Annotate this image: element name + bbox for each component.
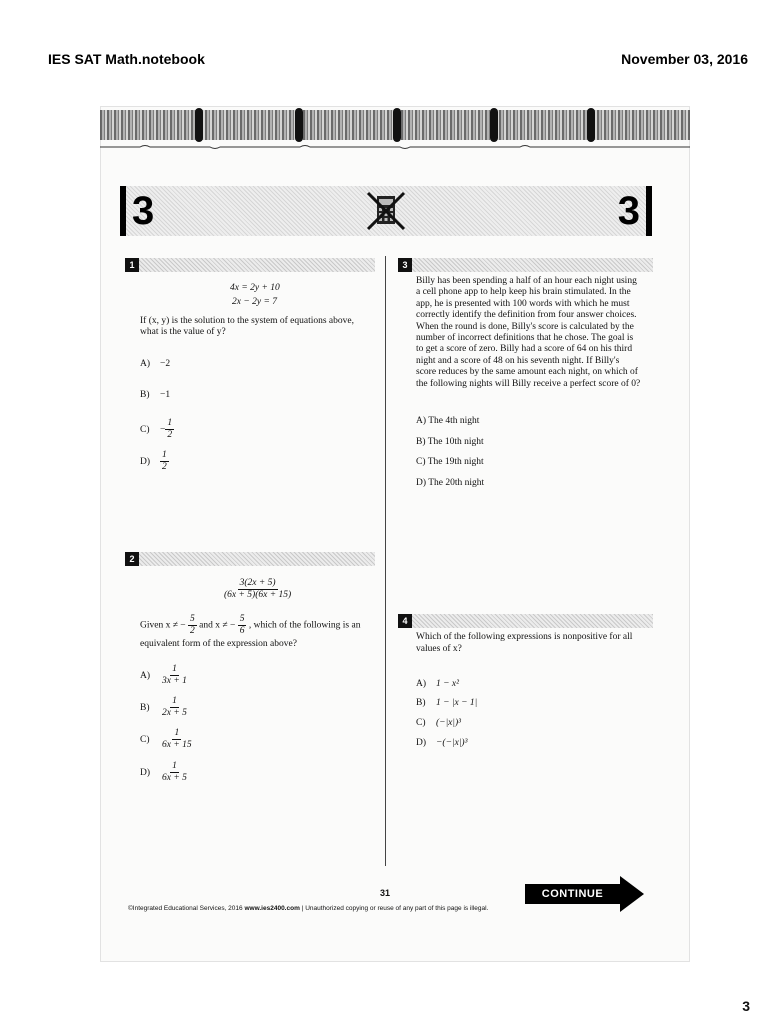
q3-option-d[interactable]: D) The 20th night	[416, 478, 485, 488]
option-fraction	[160, 728, 194, 751]
question-2-number: 2	[125, 552, 139, 566]
q3-option-b[interactable]: B) The 10th night	[416, 437, 484, 447]
q4-option-d[interactable]	[416, 737, 467, 749]
question-2-bar	[125, 552, 375, 566]
q4-option-c[interactable]	[416, 717, 461, 729]
passage-line: app, he is presented with 100 words with which he must	[416, 298, 630, 309]
copyright-line	[128, 905, 488, 912]
passage-line: a cell phone app to help keep his brain stimulated. In the	[416, 287, 631, 298]
given-text: and x ≠ −	[199, 620, 236, 631]
option-label: D)	[416, 738, 427, 748]
q2-prompt: equivalent form of the expression above?	[140, 639, 297, 649]
fraction-denominator: 2x + 5	[162, 708, 187, 718]
section-number-left: 3	[132, 189, 155, 233]
q1-equation-1: 4x = 2y + 10	[230, 283, 280, 293]
passage-line: Billy has been spending a half of an hour each night using	[416, 276, 637, 286]
question-4-bar	[398, 614, 653, 628]
option-value: −1	[160, 390, 171, 400]
option-fraction	[165, 418, 174, 441]
q4-prompt-line-1: Which of the following expressions is nonpositive for all	[416, 632, 633, 642]
fraction-denominator: 3x + 1	[162, 676, 187, 686]
option-label: C)	[416, 718, 426, 728]
option-label: A)	[416, 679, 427, 689]
given-text: Given x ≠ −	[140, 620, 186, 631]
given-text: , which of the following is an	[248, 620, 361, 631]
footer-notice: Unauthorized copying or reuse of any part of this page is illegal.	[305, 905, 489, 912]
no-calculator-icon	[365, 190, 407, 232]
q2-given-line	[140, 614, 380, 637]
option-label: C)	[140, 734, 150, 745]
fraction-numerator: 5	[239, 614, 245, 624]
q2-option-a[interactable]	[140, 664, 189, 687]
fraction-denominator: (6x + 5)(6x + 15)	[224, 590, 292, 600]
q2-option-b[interactable]	[140, 696, 189, 719]
notebook-title: IES SAT Math.notebook	[48, 51, 205, 67]
q1-prompt: If (x, y) is the solution to the system of equations above, what is the value of y?	[140, 316, 354, 338]
option-fraction	[160, 761, 189, 784]
q1-option-d[interactable]	[140, 450, 169, 473]
option-label: B)	[140, 390, 150, 400]
fraction-numerator: 1	[172, 696, 177, 706]
question-3-bar	[398, 258, 653, 272]
continue-button[interactable]: CONTINUE	[525, 884, 620, 904]
passage-line: correctly identify the definition from four answer choices.	[416, 310, 637, 321]
option-value: 1 − |x − 1|	[436, 698, 478, 708]
binder-ring	[587, 108, 595, 142]
q2-option-c[interactable]	[140, 728, 194, 751]
given-fraction-2	[238, 614, 247, 637]
binder-ring	[295, 108, 303, 142]
passage-line: night and a score of 48 on his seventh night. If Billy's	[416, 355, 620, 366]
option-value: −(−|x|)³	[436, 738, 468, 748]
passage-line: number of incorrect definitions that he chose. The goal is	[416, 333, 634, 344]
q2-expression	[222, 578, 293, 601]
fraction-numerator: 3(2x + 5)	[239, 578, 276, 588]
expression-fraction	[222, 578, 293, 601]
fraction-numerator: 1	[172, 664, 177, 674]
footer-separator: |	[301, 905, 304, 912]
option-label: D)	[140, 456, 151, 467]
fraction-numerator: 1	[172, 761, 177, 771]
question-4-number: 4	[398, 614, 412, 628]
q1-option-b[interactable]	[140, 389, 170, 401]
banner-right-bar	[646, 186, 652, 236]
passage-line: score reduces by the same amount each night, on which of	[416, 367, 638, 378]
option-fraction	[160, 664, 189, 687]
fraction-denominator: 6x + 15	[162, 740, 192, 750]
q1-option-c[interactable]	[140, 418, 174, 441]
q3-option-c[interactable]: C) The 19th night	[416, 457, 484, 467]
fraction-numerator: 1	[174, 728, 180, 738]
passage-line: the following nights will Billy receive a perfect score of 0?	[416, 378, 641, 389]
option-label: D)	[140, 767, 151, 778]
fraction-denominator: 2	[162, 462, 167, 472]
fraction-denominator: 6	[239, 626, 245, 636]
fraction-denominator: 2	[167, 430, 173, 440]
q3-passage	[416, 276, 656, 390]
notebook-page-number: 3	[742, 998, 750, 1014]
option-label: A)	[140, 670, 151, 681]
scanned-page	[100, 106, 690, 962]
continue-arrow-icon	[620, 876, 644, 912]
option-label: A)	[140, 359, 151, 369]
footer-url[interactable]: www.ies2400.com	[244, 905, 300, 912]
scan-edge-line	[100, 144, 690, 150]
binder-ring	[195, 108, 203, 142]
binder-ring	[393, 108, 401, 142]
binder-ring	[490, 108, 498, 142]
question-1-bar	[125, 258, 375, 272]
option-value: −2	[160, 359, 171, 369]
fraction-denominator: 6x + 5	[162, 773, 187, 783]
option-value: (−|x|)³	[436, 718, 462, 728]
section-banner	[120, 186, 652, 236]
notebook-date: November 03, 2016	[621, 51, 748, 67]
option-value: 1 − x²	[436, 679, 459, 689]
banner-left-bar	[120, 186, 126, 236]
book-page-number: 31	[380, 888, 391, 898]
fraction-numerator: 1	[162, 450, 167, 460]
fraction-denominator: 2	[190, 626, 195, 636]
copyright-text: ©Integrated Educational Services, 2016	[128, 905, 243, 912]
fraction-numerator: 5	[190, 614, 195, 624]
fraction-numerator: 1	[167, 418, 173, 428]
passage-line: When the round is done, Billy's score is calculated by the	[416, 321, 634, 332]
option-label: C)	[140, 424, 150, 435]
q4-option-a[interactable]	[416, 678, 459, 690]
option-sign: −	[160, 424, 166, 435]
q2-option-d[interactable]	[140, 761, 189, 784]
q1-equation-2: 2x − 2y = 7	[232, 297, 278, 307]
option-fraction	[160, 450, 169, 473]
q4-option-b[interactable]	[416, 697, 477, 709]
q1-option-a[interactable]	[140, 358, 170, 370]
passage-line: to get a score of zero. Billy had a score of 64 on his third	[416, 344, 633, 355]
q3-option-a[interactable]: A) The 4th night	[416, 416, 480, 426]
column-divider	[385, 256, 386, 866]
question-1-number: 1	[125, 258, 139, 272]
given-fraction-1	[188, 614, 197, 637]
question-3-number: 3	[398, 258, 412, 272]
section-number-right: 3	[617, 189, 640, 233]
option-label: B)	[416, 698, 426, 708]
q4-prompt-line-2: values of x?	[416, 644, 462, 654]
option-label: B)	[140, 702, 150, 713]
option-fraction	[160, 696, 189, 719]
